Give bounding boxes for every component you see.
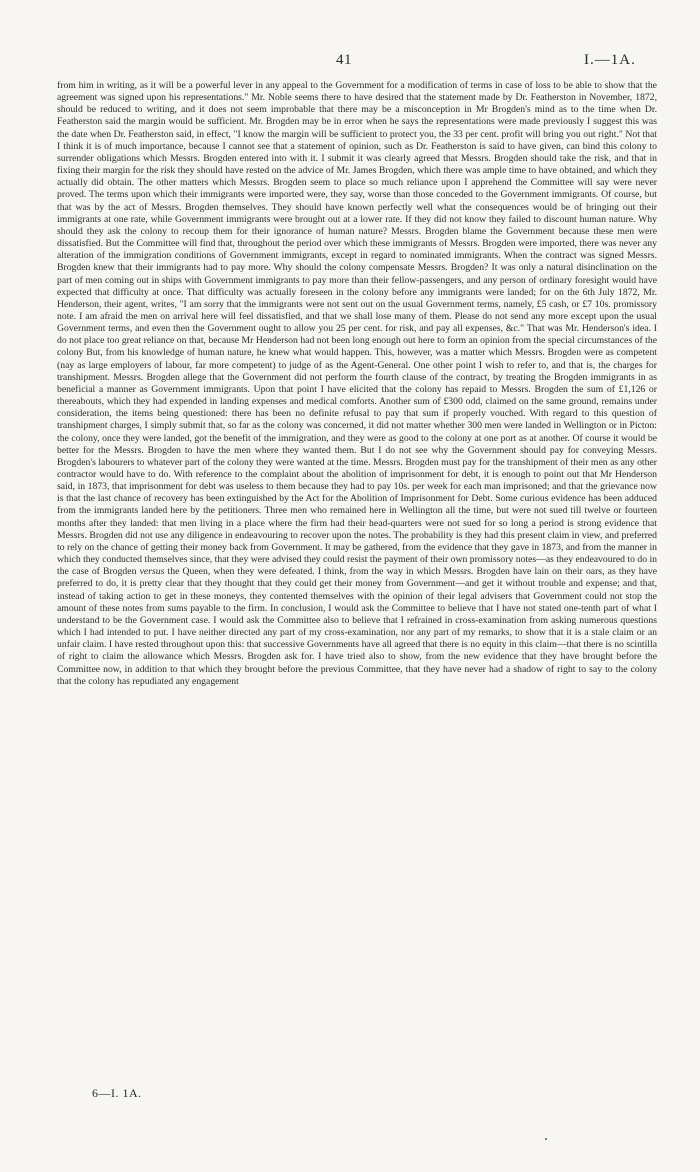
footer-signature-mark: 6—I. 1A. [92,1086,142,1100]
page-number: 41 [336,52,352,68]
body-paragraph [57,80,657,688]
body-text-part-1: from him in writing, as it will be a powerful lever in any appeal to the Government for a modification of terms in case of loss to be able to show that the agreement was signed upon his representations." Mr. Noble seems there to have desired that the statement made by Dr. Featherston in November, 1872, should be reduced to writing, and it does not seem improbable that there may be a misconception in Mr Brogden's mind as to the time when Dr. Featherston said the margin would be sufficient. Mr. Brogden may be in error when he says the representations were made previously I suggest this was the date when Dr. Featherston said, in effect, "I know the margin will be sufficient to protect you, the 33 per cent. profit will bring you out right." Not that I think it is of much importance, because I cannot see that a statement of opinion, such as Dr. Featherston is said to have given, can bind this colony to surrender obligations which Messrs. Brogden entered into with it. I submit it was clearly agreed that Messrs. Brogden should take the risk, and that in fixing their margin for the risk they should have rested on the advice of Mr. James Brogden, which there was ample time to have obtained, and which they actually did obtain. The other matters which Messrs. Brogden seem to place so much reliance upon I apprehend the Committee will say were never proved. The terms upon which their immigrants were imported were, they say, worse than those conceded to the Government immigrants. Of course, but that was by the act of Messrs. Brogden themselves. They should have known perfectly well what the consequences would be of bringing out their immigrants at one rate, while Government immigrants were brought out at a lower rate. If they did not know they failed to discount human nature. Why should they ask the colony to recoup them for their ignorance of human nature? Messrs. Brogden blame the Government because these men were dissatisfied. But the Committee will find that, throughout the period over which these immigrants of Messrs. Brogden were imported, there was never any alteration of the immigration conditions of Government immigrants, except in regard to nominated immigrants. When the contract was signed Messrs. Brogden knew that their immigrants had to pay more. Why should the colony compensate Messrs. Brogden? It was only a natural disinclination on the part of men coming out in ships with Government immigrants to pay more than their fellow-passengers, and any person of ordinary foresight would have expected that difficulty at once. That difficulty was actually foreseen in the colony before any immigrants were landed; for on the 6th July 1872, Mr. Henderson, their agent, writes, "I am sorry that the immigrants were not sent out on the usual Government terms, namely, £5 cash, or £7 10s. promissory note. I am afraid the men on arrival here will feel dissatisfied, and that we shall lose many of them. Please do not send any more except upon the usual Government terms, and even then the Government ought to allow you 25 per cent. for risk, and pay all expenses, &c." That was Mr. Henderson's idea. I do not place too great reliance on that, because Mr Henderson had not been long enough out here to form an opinion from the special circumstances of the colony But, from his knowledge of human nature, he knew what would happen. This, however, was a matter which Messrs. Brogden were as competent (nay as large employers of labour, far more competent) to judge of as the Agent-General. One other point I wish to refer to, and that is, the charges for transhipment. Messrs. Brogden allege that the Government did not perform the fourth clause of the contract, by treating the Brogden immigrants in as beneficial a manner as Government immigrants. Upon that point I have elicited that the colony has repaid to Messrs. Brogden the sum of £1,126 or thereabouts, which they had expended in landing expenses and medical comforts. Another sum of £300 odd, claimed on the same ground, remains under consideration, the items being questioned: there has been no definite refusal to pay that sum if properly vouched. With regard to this question of transhipment charges, I simply submit that, so far as the colony was concerned, it did not matter whether 300 men were landed in Wellington or in Picton: the colony, once they were landed, got the benefit of the immigration, and they were as good to the colony at one port as at another. Of course it would be better for the Messrs. Brogden to have the men where they wanted them. But I do not see why the Government should pay for conveying Messrs. Brogden's labourers to whatever part of the colony they were wanted at the time. Messrs. Brogden must pay for the transhipment of their men as any other contractor would have to do. With reference to the complaint about the abolition of imprisonment for debt, it is enough to point out that Mr Henderson said, in 1873, that imprisonment for debt was useless to them because they had to pay 10s. per week for each man imprisoned; and that the grievance now is that the last chance of recovery has been extinguished by the Act for the Abolition of Imprisonment for Debt. Some curious evidence has been adduced from the immigrants landed here by the petitioners. Three men who remained here in Wellington all the time, but were not sued till twelve or fourteen months after they landed: that men living in a place where the firm had their head-quarters were not sued for so long a period is strong evidence that Messrs. Brogden did not use any diligence in endeavouring to recover upon the notes. The probability is they had this present claim in view, and preferred to rely on the chance of getting their money back from Government. It may be gathered, from the evidence that they gave in 1873, and from the manner in which they conducted themselves since, that they were advised they could resist the payment of their own promissory notes—as they endeavoured to do in the case of Brogden [57,80,657,578]
body-text-part-2: the Queen, when they were defeated. I think, from the way in which Messrs. Brogden have lain on their oars, as they have preferred to do, it is pretty clear that they thought that they could get their money from Government—and get it without trouble and expense; and that, instead of taking action to get in these moneys, they contented themselves with the opinion of their legal advisers that Government could not stop the amount of these notes from sums payable to the firm. In conclusion, I would ask the Committee to believe that I have not stated one-tenth part of what I understand to be the Government case. I would ask the Committee also to believe that I refrained in cross-examination from asking numerous questions which I had intended to put. I have neither directed any part of my cross-examination, nor any part of my remarks, to show that it is a stale claim or an unfair claim. I have rested throughout upon this: that successive Governments have all agreed that there is no equity in this claim—that there is no scintilla of right to claim the allowance which Messrs. Brogden ask for. I have tried also to show, from the new evidence that they have brought before the Committee now, in addition to that which they brought before the previous Committee, that they have never had a shadow of right to say to the colony that the colony has repudiated any engagement [57,566,658,687]
versus-italic: versus [139,566,165,578]
print-speck [545,1138,547,1140]
document-reference: I.—1A. [584,52,636,68]
